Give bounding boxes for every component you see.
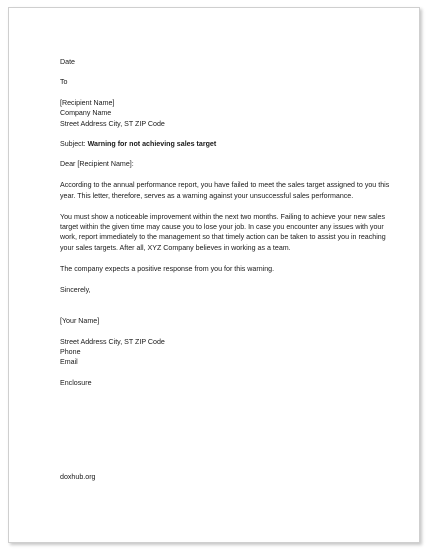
letter-body <box>60 57 390 482</box>
sender-phone: Phone <box>60 347 81 356</box>
recipient-address: Street Address City, ST ZIP Code <box>60 119 165 128</box>
to-line: To <box>60 78 68 87</box>
subject-text: Warning for not achieving sales target <box>87 140 217 149</box>
sender-name: [Your Name] <box>60 316 100 325</box>
sender-address: Street Address City, ST ZIP Code <box>60 337 165 346</box>
watermark-text: doxhub.org <box>60 472 96 481</box>
recipient-name: [Recipient Name] <box>60 98 115 107</box>
subject-line <box>60 139 390 149</box>
subject-prefix: Subject: <box>60 140 88 149</box>
sender-email: Email <box>60 358 78 367</box>
salutation: Dear [Recipient Name]: <box>60 160 134 169</box>
closing: Sincerely, <box>60 285 91 294</box>
body-paragraph-3: The company expects a positive response from you for this warning. <box>60 264 275 273</box>
body-paragraph-1: According to the annual performance report, you have failed to meet the sales target assigned to you this year. This letter, therefore, serves as a warning against your unsuccessful sales performance. <box>60 181 390 200</box>
letter-page <box>8 7 420 543</box>
recipient-company: Company Name <box>60 109 112 118</box>
body-paragraph-2: You must show a noticeable improvement within the next two months. Failing to achieve your new sales target within the given time may cause you to lose your job. In case you encounter any issues with your work, report immediately to the management so that timely action can be taken to assist you in reaching your sales targets. After all, XYZ Company believes in working as a team. <box>60 212 386 252</box>
enclosure: Enclosure <box>60 379 92 388</box>
date-line: Date <box>60 58 75 66</box>
